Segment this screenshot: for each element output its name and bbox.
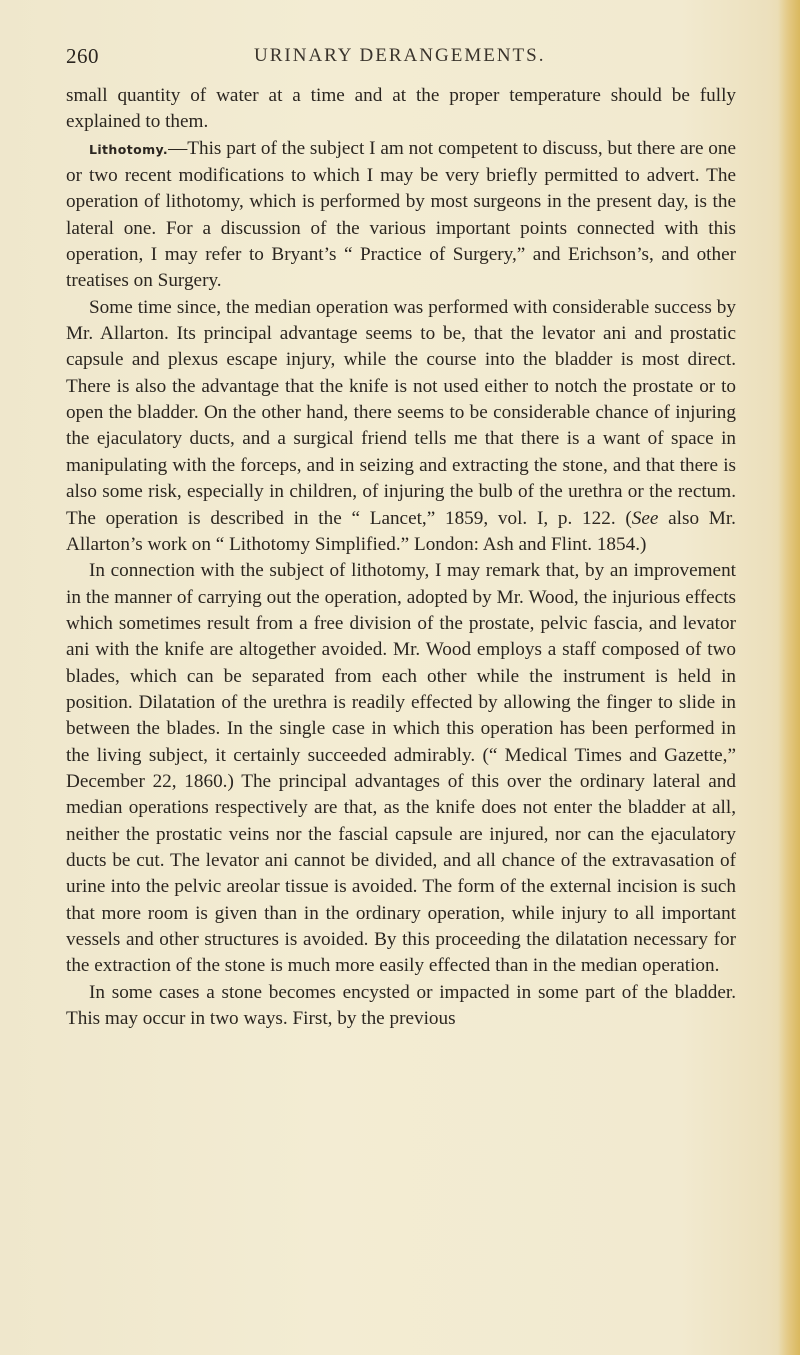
paragraph-lithotomy	[66, 136, 736, 295]
paragraph-wood-text: In connection with the subject of lithotomy, I may remark that, by an improvement in the manner of carrying out the operation, adopted by Mr. Wood, the injurious effects which sometimes result from a free division of the prostate, pelvic fascia, and levator ani with the knife are altogether avoided. Mr. Wood employs a staff composed of two blades, which can be separated from each other while the instrument is held in position. Dilatation of the urethra is readily effected by allowing the finger to slide in between the blades. In the single case in which this operation has been performed in the living subject, it certainly succeeded admirably. (“ Medical Times and Gazette,” December 22, 1860.) The principal advantages of this over the ordinary lateral and median operations respectively are that, as the knife does not enter the bladder at all, neither the prostatic veins nor the fascial capsule are injured, nor can the ejaculatory ducts be cut. The levator ani cannot be divided, and all chance of the extravasation of urine into the pelvic areolar tissue is avoided. The form of the external incision is such that more room is given than in the ordinary operation, while injury to all important vessels and other structures is avoided. By this proceeding the dilatation necessary for the extraction of the stone is much more easily effected than in the median operation.	[66, 560, 736, 977]
paragraph-encysted-stone	[66, 980, 736, 1033]
paragraph-lithotomy-text: —This part of the subject I am not competent to discuss, but there are one or two recent modifications to which I may be very briefly permitted to advert. The operation of lithotomy, which is performed by most surgeons in the present day, is the lateral one. For a discussion of the various important points connected with this operation, I may refer to Bryant’s “ Practice of Surgery,” and Erichson’s, and other treatises on Surgery.	[66, 137, 736, 292]
paragraph-1-text: small quantity of water at a time and at the proper temperature should be fully explained to them.	[66, 85, 736, 133]
page-edge	[778, 0, 800, 1355]
paragraph-1	[66, 83, 736, 136]
paragraph-median-text-b: also Mr. Allarton’s work on “ Lithotomy Simplified.” London: Ash and Flint. 1854.)	[66, 507, 736, 555]
paragraph-encysted-text: In some cases a stone becomes encysted or impacted in some part of the bladder. This may occur in two ways. First, by the previous	[66, 981, 736, 1030]
section-heading: Lithotomy.	[89, 141, 169, 157]
paragraph-median-text-a: Some time since, the median operation was performed with considerable success by Mr. Allarton. Its principal advantage seems to be, that the levator ani and prostatic capsule and plexus escape injury, while the course into the bladder is most direct. There is also the advantage that the knife is not used either to notch the prostate or to open the bladder. On the other hand, there seems to be considerable chance of injuring the ejaculatory ducts, and a surgical friend tells me that there is a want of space in manipulating with the forceps, and in seizing and extracting the stone, and that there is also some risk, especially in children, of injuring the bulb of the urethra or the rectum. The operation is described in the “ Lancet,” 1859, vol. I, p. 122. (	[66, 296, 736, 529]
paragraph-wood-improvement	[66, 558, 736, 980]
page-header	[0, 44, 800, 74]
page-number: 260	[66, 44, 99, 68]
see-reference: See	[631, 507, 659, 529]
paragraph-median-operation	[66, 295, 736, 558]
running-head: URINARY DERANGEMENTS.	[254, 45, 546, 66]
body-text	[66, 83, 736, 1032]
